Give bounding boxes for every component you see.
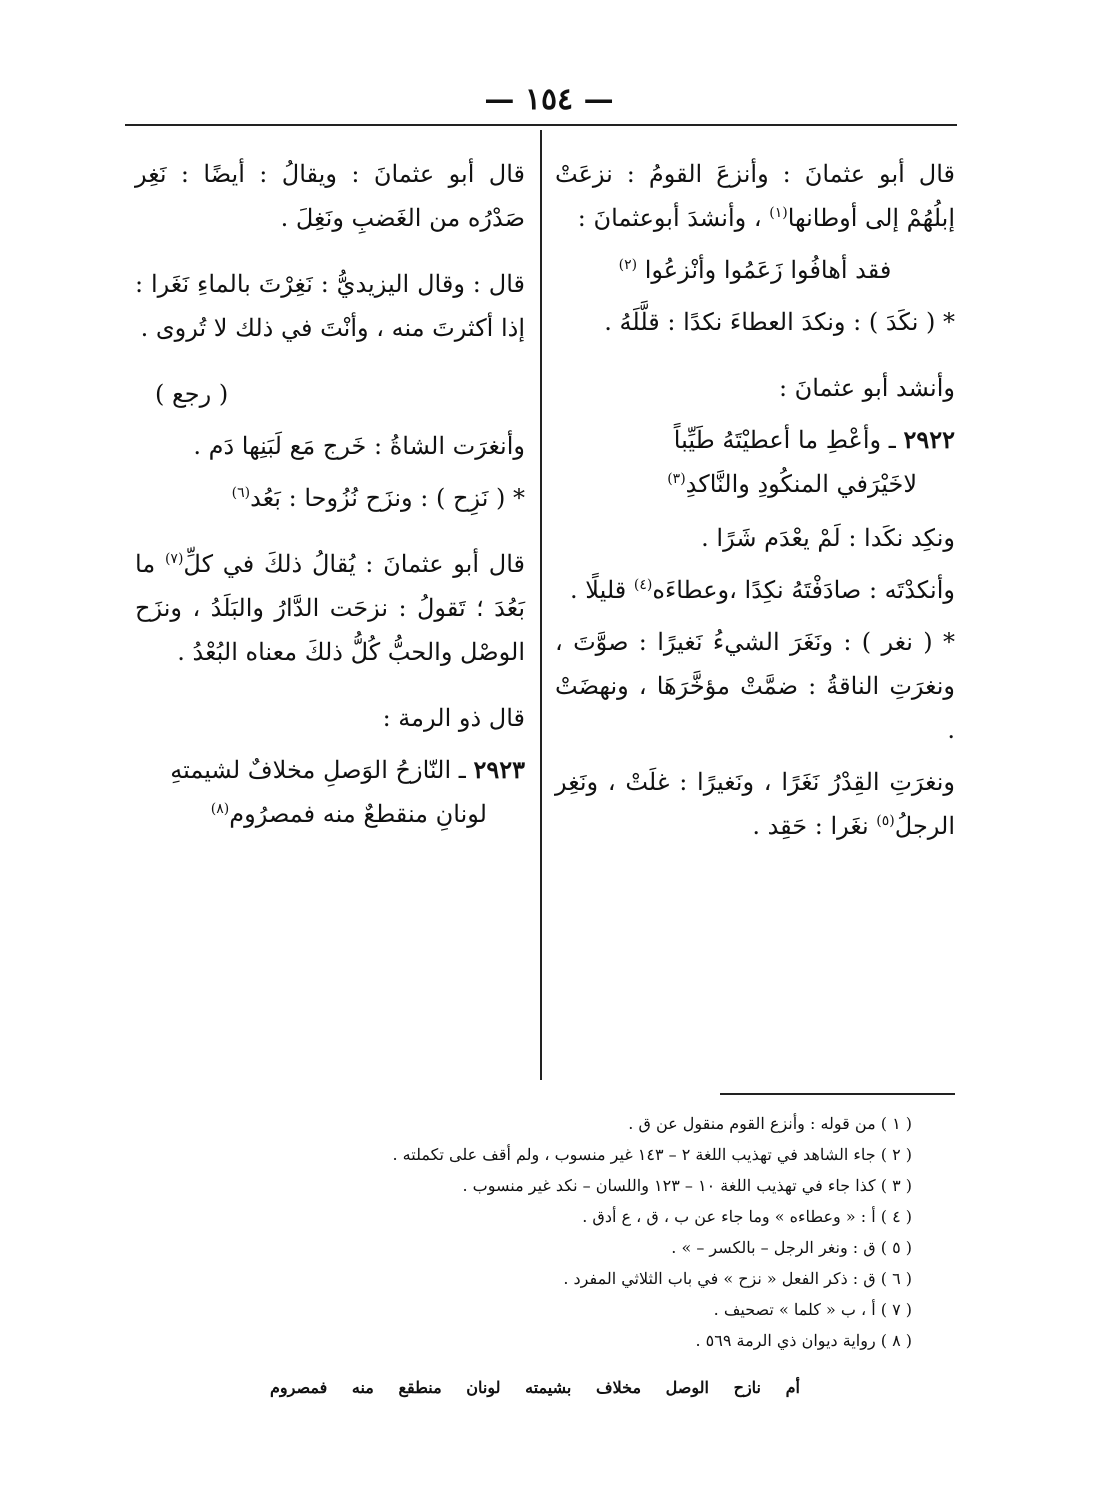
section-heading: ( رجع ) xyxy=(155,380,229,408)
verse-word: لونان xyxy=(466,1378,501,1397)
verse-word: منطقع xyxy=(398,1378,442,1397)
verse-line: فقد أهافُوا زَعَمُوا وأنْزعُوا $^{(٢)}$ xyxy=(618,256,892,284)
footnotes-rule xyxy=(720,1093,955,1095)
verse-word: مخلاف xyxy=(596,1378,642,1397)
paragraph: ونغرَتِ القِدْرُ نَغَرًا ، ونَغيرًا : غلَتْ ، ونَغِر الرجلُ$^{(٥)}$ نغَرا : حَقِد . xyxy=(555,768,955,840)
bottom-verse xyxy=(270,1378,800,1397)
footnote-ref: (٣) xyxy=(667,471,686,487)
paragraph: * ( نكَدَ ) : ونكدَ العطاءَ نكدًا : قلَّلَهُ . xyxy=(604,308,955,336)
poem-number: ٢٩٢٣ xyxy=(473,755,525,784)
paragraph: قال : وقال اليزيديُّ : نَغِرْتَ بالماءِ نَغَرا : إذا أكثرتَ منه ، وأنْتَ في ذلك لا تُروى . xyxy=(135,270,525,342)
page-number: — ١٥٤ — xyxy=(484,82,614,117)
paragraph: قال أبو عثمانَ : وأنزعَ القومُ : نزعَتْ إبلُهُمْ إلى أوطانها$^{(١)}$ ، وأنشدَ أبوعثمانَ : xyxy=(555,160,955,232)
paragraph: قال أبو عثمانَ : ويقالُ : أيضًا : نَغِر صَدْرُه من الغَضبِ ونَغِلَ . xyxy=(135,160,525,232)
footnote-ref: (٨) xyxy=(210,801,230,817)
poem-2923: ٢٩٢٣ ـ النّازحُ الوَصلِ مخلافٌ لشيمتهِ لونانِ منقطعٌ منه فمصرُوم$^{(٨)}$ xyxy=(170,755,525,828)
poem-2922: ٢٩٢٢ ـ وأعْطِ ما أعطيْتَهُ طَيِّباً لاخَيْرَفي المنكُودِ والنَّاكدِ$^{(٣)}$ xyxy=(667,425,955,498)
verse-word: منه xyxy=(351,1378,374,1397)
paragraph: وأنشد أبو عثمانَ : xyxy=(778,374,955,402)
footnote: ( ٧ ) أ ، ب « كلما » تصحيف . xyxy=(713,1300,912,1319)
footnote-ref: (٦) xyxy=(231,485,251,501)
paragraph: قال أبو عثمانَ : يُقالُ ذلكَ في كلِّ$^{(٧)}$ ما بَعُدَ ؛ تَقولُ : نزحَت الدَّارُ والبَلَدُ ، ونزَح الوصْل والحبُّ كُلُّ ذلكَ معناه البُعْدُ . xyxy=(135,550,525,666)
verse-word: نازح xyxy=(733,1378,761,1397)
paragraph: * ( نغر ) : ونَغَرَ الشيءُ نَغيرًا : صوَّتَ ، ونغرَتِ الناقةُ : ضمَّتْ مؤخَّرَهَا ، ونهضَتْ . xyxy=(555,628,955,744)
paragraph: ونكِد نكَدا : لَمْ يعْدَم شَرًا . xyxy=(701,524,955,552)
footnote-ref: (٤) xyxy=(633,577,653,593)
paragraph: وأنكدْتَه : صادَفْتَهُ نكِدًا ،وعطاءَه$^{(٤)}$ قليلًا . xyxy=(570,576,955,604)
footnote: ( ٨ ) رواية ديوان ذي الرمة ٥٦٩ . xyxy=(695,1331,912,1350)
footnote-ref: (٢) xyxy=(618,257,638,273)
poem-number: ٢٩٢٢ xyxy=(903,425,955,454)
paragraph: قال ذو الرمة : xyxy=(382,704,525,732)
paragraph: وأنغرَت الشاةُ : خَرج مَع لَبَنِها دَم . xyxy=(193,432,525,460)
footnotes xyxy=(330,1108,912,1356)
footnote-ref: (٧) xyxy=(164,551,184,567)
column-divider xyxy=(540,130,542,1080)
footnote-ref: (٥) xyxy=(876,813,895,829)
left-column xyxy=(135,152,525,846)
footnote: ( ١ ) من قوله : وأنزع القوم منقول عن ق . xyxy=(628,1114,912,1133)
verse-word: فمصروم xyxy=(270,1378,328,1397)
footnote: ( ٦ ) ق : ذكر الفعل « نزح » في باب الثلاثي المفرد . xyxy=(563,1269,912,1288)
verse-word: الوصل xyxy=(665,1378,709,1397)
footnote: ( ٥ ) ق : ونغر الرجل – بالكسر – » . xyxy=(671,1238,912,1257)
footnote-ref: (١) xyxy=(769,205,788,221)
header-rule xyxy=(125,124,957,126)
paragraph: * ( نَزِح ) : ونزَح نُزُوحا : بَعُد$^{(٦)}$ xyxy=(231,484,525,512)
footnote: ( ٣ ) كذا جاء في تهذيب اللغة ١٠ – ١٢٣ واللسان – نكد غير منسوب . xyxy=(462,1176,912,1195)
footnote: ( ٢ ) جاء الشاهد في تهذيب اللغة ٢ – ١٤٣ غير منسوب ، ولم أقف على تكملته . xyxy=(392,1145,912,1164)
right-column xyxy=(555,152,955,856)
verse-word: أم xyxy=(785,1378,800,1397)
verse-word: بشيمته xyxy=(525,1378,572,1397)
footnote: ( ٤ ) أ : « وعطاءه » وما جاء عن ب ، ق ، ع أدق . xyxy=(582,1207,912,1226)
